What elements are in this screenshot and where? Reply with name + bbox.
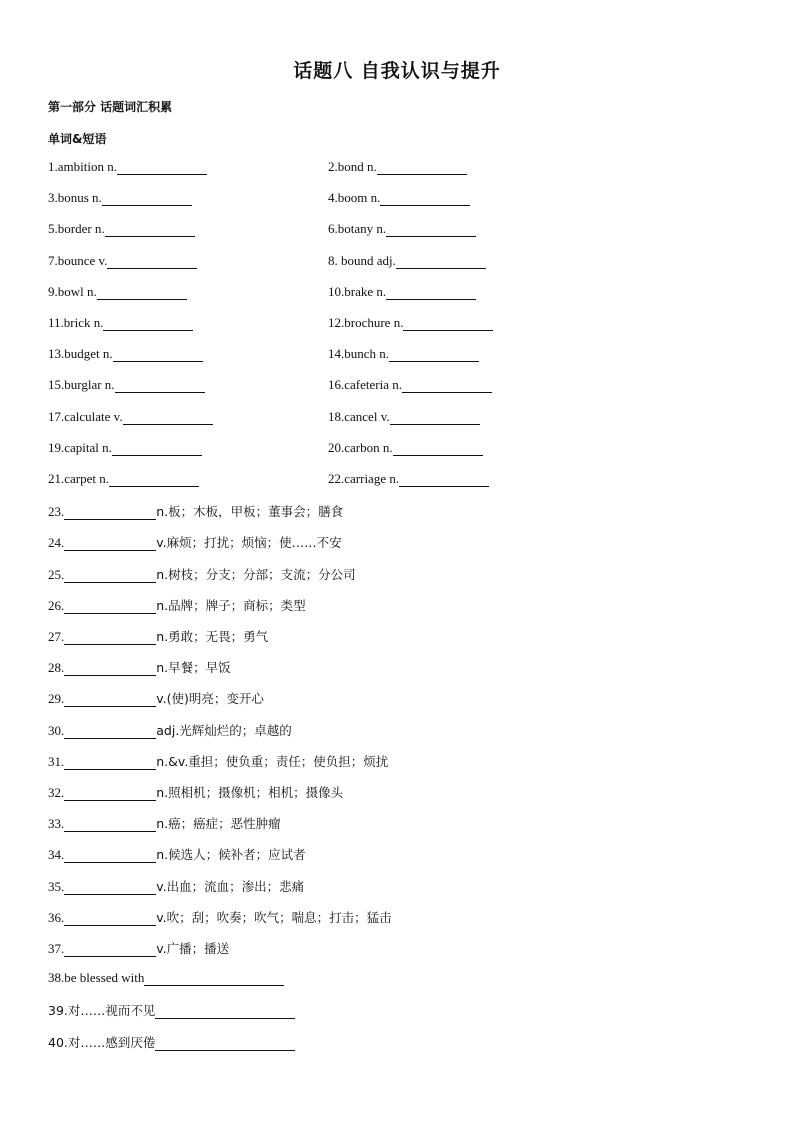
item-label: 39.对……视而不见	[48, 1003, 156, 1019]
vocab-entry	[328, 440, 483, 456]
subsection-heading: 单词&短语	[48, 132, 107, 146]
vocab-entry	[48, 159, 207, 175]
list-item	[0, 502, 794, 522]
vocab-entry	[328, 284, 476, 300]
answer-blank[interactable]	[386, 222, 476, 237]
vocab-entry	[48, 315, 193, 331]
item-label: n.候选人；候补者；应试者	[156, 847, 306, 863]
vocab-entry	[328, 409, 480, 425]
answer-blank[interactable]	[115, 378, 205, 393]
item-label: n.树枝；分支；分部；支流；分公司	[156, 566, 356, 582]
item-label: 37.	[48, 941, 65, 956]
definition-entry	[48, 721, 292, 739]
vocab-entry	[328, 377, 492, 393]
item-label: v.出血；流血；渗出；悲痛	[156, 878, 305, 894]
answer-blank[interactable]	[64, 755, 156, 770]
item-label: 3.bonus n.	[48, 190, 102, 206]
item-label: 2.bond n.	[328, 159, 377, 174]
item-label: 22.carriage n.	[328, 471, 400, 486]
item-label: 27.	[48, 629, 65, 644]
answer-blank[interactable]	[386, 285, 476, 300]
item-label: n.照相机；摄像机；相机；摄像头	[156, 785, 344, 800]
answer-blank[interactable]	[64, 786, 156, 801]
answer-blank[interactable]	[123, 410, 213, 425]
vocab-entry	[328, 253, 486, 269]
vocab-entry	[48, 440, 202, 456]
item-label: 30.	[48, 722, 65, 738]
vocab-entry	[328, 315, 493, 331]
list-item	[0, 377, 794, 397]
answer-blank[interactable]	[64, 692, 156, 707]
list-item	[0, 471, 794, 491]
answer-blank[interactable]	[155, 1036, 295, 1051]
answer-blank[interactable]	[390, 410, 480, 425]
item-label: n.勇敢；无畏；勇气	[156, 629, 269, 644]
item-label: v.广播；播送	[156, 941, 230, 956]
list-item	[0, 877, 794, 897]
list-item	[0, 409, 794, 429]
item-label: n.板；木板，甲板；董事会；膳食	[156, 504, 344, 520]
answer-blank[interactable]	[105, 222, 195, 237]
list-item	[0, 440, 794, 460]
vocab-entry	[48, 346, 203, 362]
answer-blank[interactable]	[109, 472, 199, 487]
item-label: 34.	[48, 847, 65, 863]
item-label: n.品牌；牌子；商标；类型	[156, 597, 306, 613]
answer-blank[interactable]	[403, 316, 493, 331]
item-label: 25.	[48, 566, 65, 582]
item-label: 19.capital n.	[48, 439, 112, 455]
vocab-entry	[48, 221, 195, 237]
item-label: 38.be blessed with	[48, 970, 145, 986]
item-label: 9.bowl n.	[48, 283, 97, 299]
item-label: v.麻烦；打扰；烦恼；使……不安	[156, 535, 342, 551]
item-label: 14.bunch n.	[328, 346, 390, 362]
answer-blank[interactable]	[377, 160, 467, 175]
list-item	[0, 315, 794, 335]
definition-entry	[48, 877, 304, 895]
answer-blank[interactable]	[64, 848, 156, 863]
definition-entry	[48, 752, 388, 770]
list-item	[0, 939, 794, 959]
definition-entry	[48, 814, 281, 832]
item-label: 32.	[48, 785, 65, 800]
definition-entry	[48, 908, 392, 926]
vocab-entry	[328, 190, 470, 206]
definition-entry	[48, 502, 343, 520]
item-label: 15.burglar n.	[48, 377, 115, 393]
answer-blank[interactable]	[64, 505, 156, 520]
list-item	[0, 689, 794, 709]
item-label: 8. bound adj.	[328, 252, 396, 268]
list-item	[0, 658, 794, 678]
item-label: 35.	[48, 878, 65, 894]
item-label: 28.	[48, 660, 65, 676]
item-label: v.(使)明亮；变开心	[156, 691, 264, 707]
item-label: adj.光辉灿烂的；卓越的	[156, 722, 292, 738]
definition-entry	[48, 845, 306, 863]
answer-blank[interactable]	[64, 880, 156, 895]
list-item	[0, 596, 794, 616]
answer-blank[interactable]	[64, 724, 156, 739]
answer-blank[interactable]	[389, 347, 479, 362]
vocab-entry	[48, 284, 187, 300]
item-label: 29.	[48, 691, 65, 707]
answer-blank[interactable]	[64, 536, 156, 551]
list-item	[0, 783, 794, 803]
answer-blank[interactable]	[97, 285, 187, 300]
item-label: 13.budget n.	[48, 346, 113, 362]
list-item	[0, 159, 794, 179]
item-label: 40.对……感到厌倦	[48, 1034, 156, 1050]
vocab-entry	[328, 471, 489, 487]
answer-blank[interactable]	[64, 599, 156, 614]
answer-blank[interactable]	[402, 378, 492, 393]
definition-entry	[48, 689, 264, 707]
answer-blank[interactable]	[107, 254, 197, 269]
item-label: 17.calculate v.	[48, 408, 123, 424]
item-label: v.吹；刮；吹奏；吹气；喘息；打击；猛击	[156, 909, 392, 925]
list-item	[0, 845, 794, 865]
list-item	[0, 752, 794, 772]
item-label: 12.brochure n.	[328, 315, 404, 330]
answer-blank[interactable]	[396, 254, 486, 269]
phrase-entry	[48, 970, 284, 986]
item-label: n.癌；癌症；恶性肿瘤	[156, 816, 281, 832]
answer-blank[interactable]	[64, 817, 156, 832]
vocab-entry	[48, 253, 197, 269]
item-label: 4.boom n.	[328, 190, 381, 206]
part-heading: 第一部分 话题词汇积累	[48, 100, 173, 114]
answer-blank[interactable]	[64, 661, 156, 676]
definition-entry	[48, 596, 306, 614]
list-item	[0, 565, 794, 585]
item-label: 33.	[48, 816, 65, 832]
list-item	[0, 221, 794, 241]
list-item	[0, 284, 794, 304]
answer-blank[interactable]	[112, 441, 202, 456]
phrase-entry	[48, 1001, 295, 1019]
answer-blank[interactable]	[117, 160, 207, 175]
definition-entry	[48, 565, 356, 583]
item-label: 24.	[48, 535, 65, 551]
list-item	[0, 814, 794, 834]
answer-blank[interactable]	[64, 911, 156, 926]
item-label: 10.brake n.	[328, 283, 387, 299]
answer-blank[interactable]	[103, 316, 193, 331]
item-label: 20.carbon n.	[328, 439, 393, 455]
definition-entry	[48, 627, 268, 645]
list-item	[0, 253, 794, 273]
answer-blank[interactable]	[64, 568, 156, 583]
answer-blank[interactable]	[64, 942, 156, 957]
item-label: 23.	[48, 504, 65, 520]
vocab-entry	[48, 190, 192, 206]
list-item	[0, 721, 794, 741]
list-item	[0, 533, 794, 553]
list-item	[0, 1033, 794, 1053]
answer-blank[interactable]	[64, 630, 156, 645]
answer-blank[interactable]	[144, 971, 284, 986]
item-label: n.早餐；早饭	[156, 660, 231, 676]
item-label: 31.	[48, 753, 65, 769]
item-label: 26.	[48, 597, 65, 613]
item-label: 18.cancel v.	[328, 408, 390, 424]
item-label: n.&v.重担；使负重；责任；使负担；烦扰	[156, 753, 389, 769]
item-label: 6.botany n.	[328, 221, 387, 237]
answer-blank[interactable]	[102, 191, 192, 206]
vocab-entry	[48, 377, 205, 393]
answer-blank[interactable]	[399, 472, 489, 487]
vocab-entry	[48, 409, 213, 425]
vocab-entry	[328, 221, 476, 237]
phrase-entry	[48, 1033, 295, 1051]
list-item	[0, 190, 794, 210]
answer-blank[interactable]	[393, 441, 483, 456]
item-label: 7.bounce v.	[48, 252, 108, 268]
list-item	[0, 908, 794, 928]
item-label: 16.cafeteria n.	[328, 377, 402, 393]
answer-blank[interactable]	[380, 191, 470, 206]
vocab-entry	[328, 346, 479, 362]
definition-entry	[48, 658, 231, 676]
vocab-entry	[48, 471, 199, 487]
list-item	[0, 970, 794, 990]
item-label: 5.border n.	[48, 221, 105, 237]
definition-entry	[48, 939, 229, 957]
list-item	[0, 627, 794, 647]
item-label: 11.brick n.	[48, 315, 104, 330]
definition-entry	[48, 533, 342, 551]
vocab-entry	[328, 159, 467, 175]
item-label: 1.ambition n.	[48, 159, 117, 174]
item-label: 21.carpet n.	[48, 471, 110, 486]
page-title: 话题八 自我认识与提升	[293, 60, 501, 82]
list-item	[0, 1001, 794, 1021]
item-label: 36.	[48, 909, 65, 925]
list-item	[0, 346, 794, 366]
answer-blank[interactable]	[155, 1004, 295, 1019]
definition-entry	[48, 783, 343, 801]
answer-blank[interactable]	[113, 347, 203, 362]
